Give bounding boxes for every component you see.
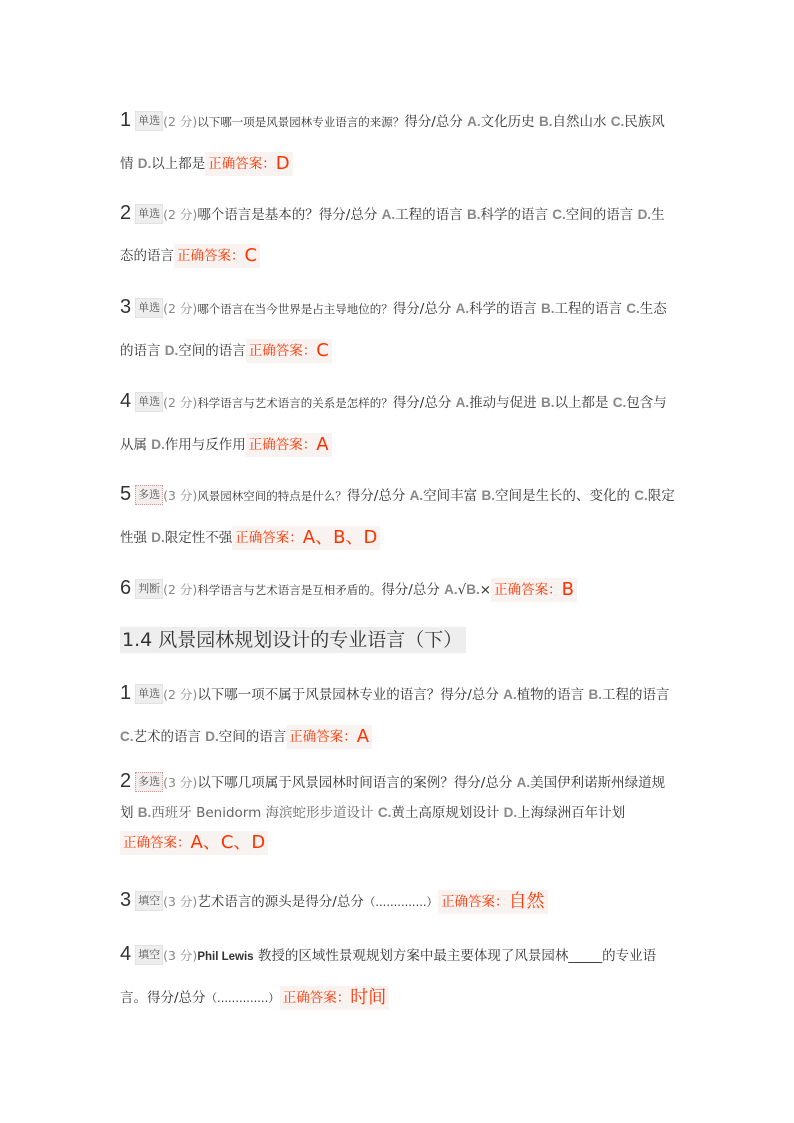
- correct-answer: [246, 433, 332, 457]
- option-text: 以上都是: [151, 156, 206, 172]
- option-letter: A.: [503, 687, 517, 702]
- score-mark: 得分/总分: [392, 301, 452, 317]
- option-text: 生态的语言: [120, 301, 667, 359]
- answer-label: 正确答案：: [494, 582, 562, 598]
- question-text: 教授的区域性景观规划方案中最主要体现了风景园林_____的专业语言。: [120, 948, 657, 1006]
- correct-answer: [120, 831, 268, 855]
- answer-label: 正确答案：: [248, 437, 317, 453]
- question-a6: [120, 568, 676, 611]
- question-text: 风景园林空间的特点是什么？: [197, 489, 347, 503]
- option-letter: C.: [120, 729, 134, 744]
- option-text: 工程的语言: [395, 207, 463, 223]
- answer-value: D: [275, 153, 290, 174]
- option-text: 科学的语言: [469, 301, 537, 317]
- question-type-tag: 多选: [135, 772, 163, 792]
- correct-answer: [280, 986, 390, 1010]
- person-name: Phil Lewis: [197, 951, 254, 963]
- option-text: 自然山水: [552, 114, 607, 130]
- question-a3: [120, 287, 676, 372]
- question-type-tag: 单选: [135, 111, 163, 131]
- answer-label: 正确答案：: [177, 248, 245, 264]
- question-b2: [120, 766, 676, 858]
- question-number: 5: [120, 483, 132, 505]
- question-score: (3 分): [163, 894, 198, 909]
- option-letter: B.: [466, 582, 480, 597]
- score-mark: 得分/总分: [346, 488, 406, 504]
- answer-label: 正确答案：: [248, 343, 317, 359]
- option-letter: B.: [466, 207, 481, 222]
- option-letter: A.: [381, 207, 396, 222]
- question-type-tag: 单选: [135, 204, 163, 224]
- correct-answer: [174, 244, 260, 268]
- answer-value: A: [316, 434, 329, 455]
- correct-answer: [438, 890, 548, 914]
- question-text: 艺术语言的源头是: [197, 894, 306, 910]
- option-text: 文化历史: [480, 114, 535, 130]
- option-letter: D.: [151, 437, 165, 452]
- question-type-tag: 填空: [135, 891, 163, 911]
- option-letter: A.: [516, 775, 531, 790]
- correct-answer: [246, 339, 332, 363]
- option-text: 空间是生长的、变化的: [494, 488, 630, 504]
- answer-value: C: [316, 340, 329, 361]
- option-text: 空间的语言: [178, 343, 246, 359]
- option-letter: A.: [444, 582, 458, 597]
- question-score: (3 分): [163, 488, 198, 503]
- option-letter: C.: [377, 805, 392, 820]
- answer-label: 正确答案：: [289, 729, 357, 745]
- question-number: 4: [120, 390, 132, 412]
- score-mark: 得分/总分: [381, 582, 440, 598]
- question-type-tag: 判断: [135, 579, 163, 599]
- option-letter: B.: [540, 301, 555, 316]
- option-text: 推动与促进: [469, 395, 537, 411]
- option-text: 民族风情: [120, 114, 665, 172]
- option-letter: B.: [481, 488, 495, 503]
- option-letter: A.: [455, 301, 470, 316]
- question-text: 以下哪一项是风景园林专业语言的来源？: [197, 115, 405, 129]
- question-a4: [120, 381, 676, 466]
- option-text: 空间的语言: [565, 207, 634, 223]
- question-type-tag: 单选: [135, 392, 163, 412]
- score-mark: 得分/总分: [305, 894, 364, 910]
- option-text: 空间的语言: [218, 729, 287, 745]
- question-type-tag: 多选: [135, 485, 163, 505]
- question-text: 科学语言与艺术语言的关系是怎样的？: [197, 396, 393, 410]
- option-letter: C.: [552, 207, 566, 222]
- question-number: 3: [120, 296, 132, 318]
- option-text: 西班牙 Benidorm 海滨蛇形步道设计: [151, 805, 374, 821]
- answer-value: A、C、D: [190, 832, 266, 853]
- question-text: 以下哪一项不属于风景园林专业的语言？: [197, 687, 441, 703]
- option-letter: B.: [538, 114, 553, 129]
- question-type-tag: 单选: [135, 684, 163, 704]
- score-mark: 得分/总分: [318, 207, 378, 223]
- answer-value: B: [561, 579, 574, 600]
- question-score: (2 分): [163, 114, 198, 129]
- correct-answer: [205, 152, 292, 176]
- question-b4: [120, 934, 676, 1019]
- question-score: (2 分): [163, 582, 198, 597]
- answer-label: 正确答案：: [208, 156, 276, 172]
- question-type-tag: 单选: [135, 298, 163, 318]
- question-number: 2: [120, 202, 132, 224]
- option-letter: D.: [137, 156, 152, 171]
- answer-value: A: [356, 726, 370, 747]
- score-mark: 得分/总分: [392, 395, 452, 411]
- question-number: 3: [120, 889, 132, 911]
- option-letter: C.: [610, 114, 625, 129]
- question-text: 以下哪几项属于风景园林时间语言的案例？: [197, 775, 454, 791]
- answer-value: 自然: [508, 891, 545, 912]
- option-letter: D.: [503, 805, 518, 820]
- option-text: 工程的语言: [601, 687, 670, 703]
- option-letter: D.: [164, 343, 179, 358]
- question-number: 6: [120, 577, 132, 599]
- option-text: 黄土高原规划设计: [391, 805, 500, 821]
- question-b3: [120, 880, 676, 923]
- score-mark: 得分/总分: [453, 775, 513, 791]
- answer-label: 正确答案：: [441, 894, 509, 910]
- option-letter: D.: [637, 207, 652, 222]
- option-text: 以上都是: [554, 395, 609, 411]
- option-text: 上海绿洲百年计划: [517, 805, 626, 821]
- option-text: 艺术的语言: [133, 729, 201, 745]
- question-score: (2 分): [163, 687, 198, 702]
- correct-answer: [286, 725, 372, 749]
- correct-answer: [232, 526, 380, 550]
- option-letter: B.: [588, 687, 602, 702]
- option-text: ×: [479, 582, 492, 598]
- option-letter: C.: [634, 488, 648, 503]
- correct-answer: [491, 578, 577, 602]
- answer-value: C: [244, 245, 258, 266]
- question-a2: [120, 193, 676, 277]
- option-letter: D.: [205, 729, 219, 744]
- blank-field: （..............）: [205, 991, 280, 1005]
- question-a5: [120, 474, 676, 559]
- question-text: 哪个语言在当今世界是占主导地位的？: [197, 302, 393, 316]
- option-text: 植物的语言: [516, 687, 585, 703]
- option-text: 作用与反作用: [164, 437, 246, 453]
- section-heading: 1.4 风景园林规划设计的专业语言（下）: [120, 627, 466, 653]
- option-letter: D.: [151, 530, 165, 545]
- option-letter: C.: [612, 395, 627, 410]
- answer-label: 正确答案：: [235, 530, 303, 546]
- option-text: 工程的语言: [554, 301, 622, 317]
- score-mark: 得分/总分: [147, 990, 206, 1006]
- question-number: 2: [120, 770, 132, 792]
- option-letter: A.: [409, 488, 424, 503]
- option-letter: A.: [467, 114, 481, 129]
- question-score: (2 分): [163, 207, 198, 222]
- blank-field: （..............）: [363, 895, 439, 909]
- question-score: (3 分): [163, 948, 198, 963]
- question-score: (3 分): [163, 775, 198, 790]
- option-text: 空间丰富: [423, 488, 478, 504]
- option-text: 限定性强: [120, 488, 675, 546]
- option-text: 包含与从属: [120, 395, 667, 453]
- option-text: √: [457, 582, 467, 598]
- answer-label: 正确答案：: [282, 990, 351, 1006]
- question-number: 1: [120, 682, 132, 704]
- option-text: 科学的语言: [480, 207, 548, 223]
- option-letter: B.: [137, 805, 152, 820]
- question-text: 科学语言与艺术语言是互相矛盾的。: [197, 583, 382, 597]
- option-letter: A.: [455, 395, 470, 410]
- option-letter: B.: [540, 395, 555, 410]
- question-score: (2 分): [163, 301, 198, 316]
- question-b1: [120, 673, 676, 758]
- score-mark: 得分/总分: [404, 114, 463, 130]
- question-number: 4: [120, 943, 132, 965]
- option-text: 限定性不强: [164, 530, 233, 546]
- answer-value: 时间: [350, 987, 387, 1008]
- option-letter: C.: [626, 301, 640, 316]
- score-mark: 得分/总分: [440, 687, 499, 703]
- option-text: 美国伊利诺斯州绿道规划: [120, 775, 666, 821]
- option-text: 生态的语言: [120, 207, 665, 264]
- question-text: 哪个语言是基本的？: [197, 207, 319, 223]
- question-number: 1: [120, 109, 132, 131]
- question-score: (2 分): [163, 395, 198, 410]
- answer-label: 正确答案：: [123, 835, 191, 851]
- question-a1: [120, 100, 676, 185]
- answer-value: A、B、D: [302, 527, 378, 548]
- question-type-tag: 填空: [135, 945, 163, 965]
